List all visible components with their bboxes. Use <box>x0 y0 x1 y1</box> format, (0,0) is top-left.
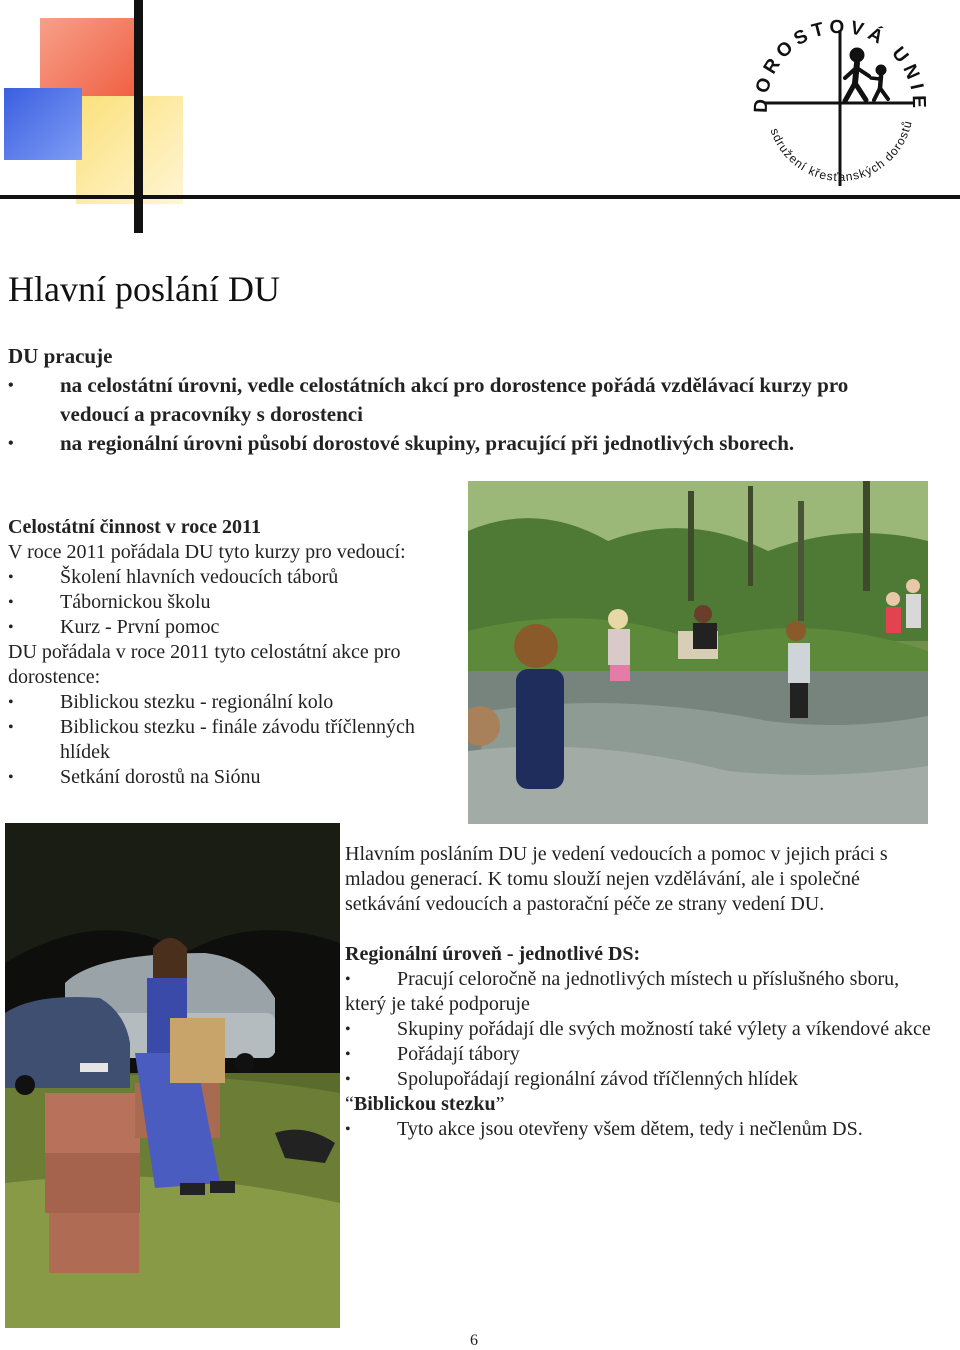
list-item: • Kurz - První pomoc <box>8 615 458 640</box>
list-item: • Tábornickou školu <box>8 590 458 615</box>
logo-figures-icon <box>845 48 888 101</box>
header-decoration-yellow-square <box>76 96 183 204</box>
list-item-text: Spolupořádají regionální závod tříčlenných hlídek “ <box>345 1068 798 1115</box>
list-item: • Pořádají tábory <box>345 1042 935 1067</box>
list-item: • Skupiny pořádají dle svých možností také výlety a víkendové akce <box>345 1017 935 1042</box>
courses-intro: V roce 2011 pořádala DU tyto kurzy pro vedoucí: <box>8 541 406 563</box>
regional-list <box>345 967 935 1142</box>
section-national-activity <box>8 515 458 790</box>
logo-ring-text-top: DOROSTOVÁ UNIE <box>750 16 930 114</box>
events-intro: DU pořádala v roce 2011 tyto celostátní akce pro dorostence: <box>8 641 401 688</box>
page-title: Hlavní poslání DU <box>8 269 280 309</box>
list-item <box>345 1067 935 1117</box>
mission-paragraph: Hlavním posláním DU je vedení vedoucích a pomoc v jejich práci s mladou generací. K tomu slouží nejen vzdělávání, ale i společné setkávání vedoucích a pastorační péče ze strany vedení DU. <box>345 843 888 915</box>
events-list <box>8 690 448 790</box>
list-item: • Biblickou stezku - regionální kolo <box>8 690 448 715</box>
list-item: • Biblickou stezku - finále závodu tříčlenných hlídek <box>8 715 448 765</box>
section-heading: Regionální úroveň - jednotlivé DS: <box>345 943 641 965</box>
list-item-emphasis: Biblickou stezku <box>353 1093 496 1115</box>
page-number: 6 <box>470 1332 478 1349</box>
logo-ring-text-bottom: sdružení křesťanských dorostů <box>767 118 915 185</box>
list-item: • Školení hlavních vedoucích táborů <box>8 565 458 590</box>
courses-list <box>8 565 458 640</box>
section-heading: Celostátní činnost v roce 2011 <box>8 516 261 538</box>
section-mission <box>345 842 935 1142</box>
photo-children-in-stream <box>468 481 928 824</box>
photo-girl-on-blocks <box>5 823 340 1328</box>
dorostova-unie-logo <box>745 8 935 198</box>
list-item: • Tyto akce jsou otevřeny všem dětem, tedy i nečlenům DS. <box>345 1117 935 1142</box>
header-decoration-blue-square <box>4 88 82 160</box>
list-item: • na celostátní úrovni, vedle celostátních akcí pro dorostence pořádá vzdělávací kurzy pro vedoucí a pracovníky s dorostenci <box>8 371 908 429</box>
list-item-text: ” <box>495 1093 505 1115</box>
list-item: • na regionální úrovni působí dorostové skupiny, pracující při jednotlivých sborech. <box>8 429 908 458</box>
section-heading: DU pracuje <box>8 344 113 368</box>
list-item: • Pracují celoročně na jednotlivých místech u příslušného sboru, který je také podporuje <box>345 967 935 1017</box>
list-item: • Setkání dorostů na Siónu <box>8 765 448 790</box>
section-du-works <box>8 342 908 458</box>
du-works-list <box>8 371 908 458</box>
